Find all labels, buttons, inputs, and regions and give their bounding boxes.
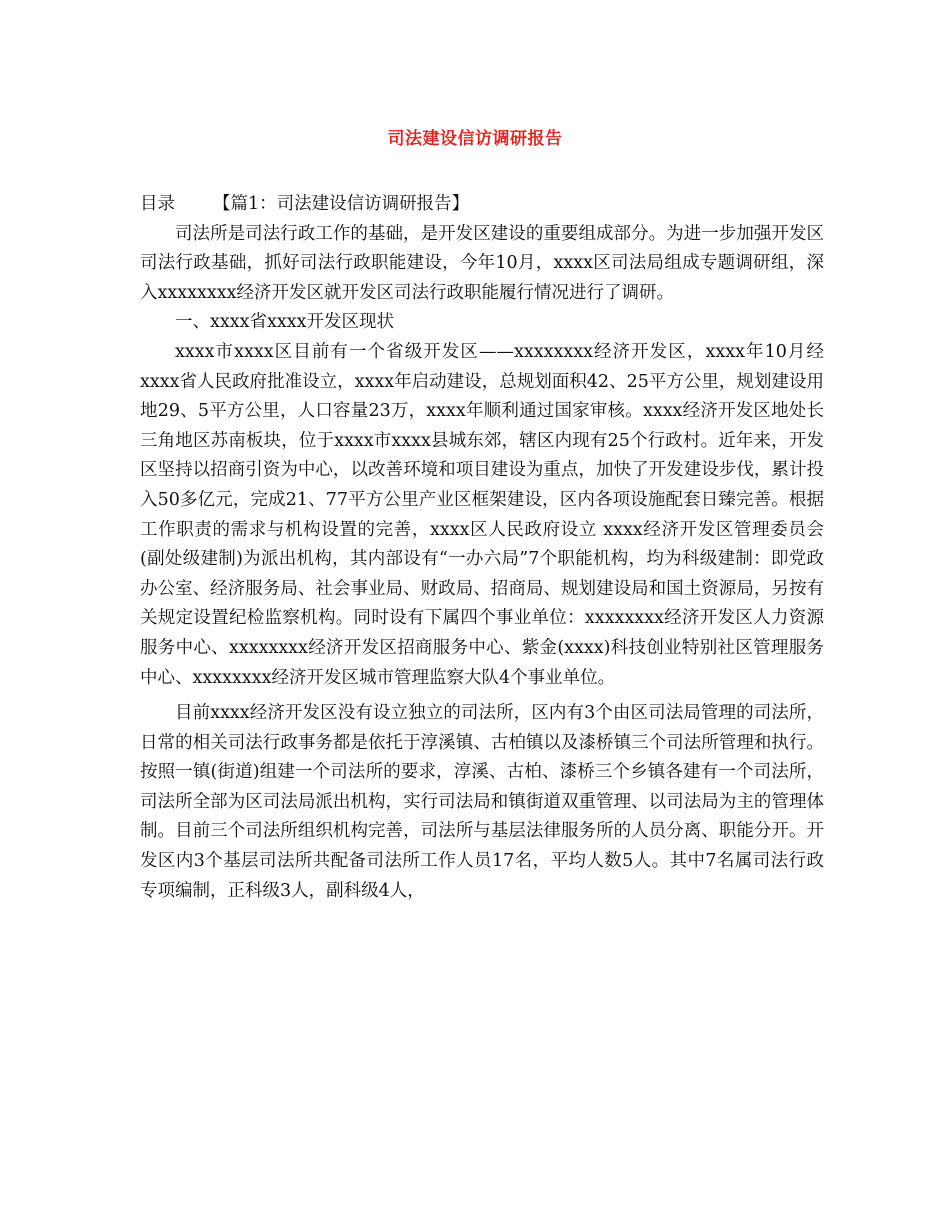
paragraph-judicial-offices: 目前xxxx经济开发区没有设立独立的司法所，区内有3个由区司法局管理的司法所，日常的相关司法行政事务都是依托于淳溪镇、古柏镇以及漆桥镇三个司法所管理和执行。按照一镇(街道)组建一个司法所的要求，淳溪、古柏、漆桥三个乡镇各建有一个司法所，司法所全部为区司法局派出机构，实行司法局和镇街道双重管理、以司法局为主的管理体制。目前三个司法所组织机构完善，司法所与基层法律服务所的人员分离、职能分开。开发区内3个基层司法所共配备司法所工作人员17名，平均人数5人。其中7名属司法行政专项编制，正科级3人，副科级4人， [140,703,824,901]
document-title: 司法建设信访调研报告 [387,129,563,149]
table-of-contents [140,190,824,220]
paragraph-intro: 司法所是司法行政工作的基础，是开发区建设的重要组成部分。为进一步加强开发区司法行政基础，抓好司法行政职能建设，今年10月，xxxx区司法局组成专题调研组，深入xxxxxxxx经济开发区就开发区司法行政职能履行情况进行了调研。 [140,223,824,303]
paragraph-status: xxxx市xxxx区目前有一个省级开发区——xxxxxxxx经济开发区，xxxx年10月经xxxx省人民政府批准设立，xxxx年启动建设，总规划面积42、25平方公里，规划建设用地29、5平方公里，人口容量23万，xxxx年顺利通过国家审核。xxxx经济开发区地处长三角地区苏南板块，位于xxxx市xxxx县城东郊，辖区内现有25个行政村。近年来，开发区坚持以招商引资为中心，以改善环境和项目建设为重点，加快了开发建设步伐，累计投入50多亿元，完成21、77平方公里产业区框架建设，区内各项设施配套日臻完善。根据工作职责的需求与机构设置的完善，xxxx区人民政府设立 xxxx经济开发区管理委员会(副处级建制)为派出机构，其内部设有“一办六局”7个职能机构，均为科级建制：即党政办公室、经济服务局、社会事业局、财政局、招商局、规划建设局和国土资源局，另按有关规定设置纪检监察机构。同时设有下属四个事业单位：xxxxxxxx经济开发区人力资源服务中心、xxxxxxxx经济开发区招商服务中心、紫金(xxxx)科技创业特别社区管理服务中心、xxxxxxxx经济开发区城市管理监察大队4个事业单位。 [140,341,824,688]
document-body [140,190,824,906]
toc-entry: 【篇1：司法建设信访调研报告】 [213,194,470,214]
section-heading: 一、xxxx省xxxx开发区现状 [175,312,394,333]
toc-label: 目录 [140,194,175,214]
